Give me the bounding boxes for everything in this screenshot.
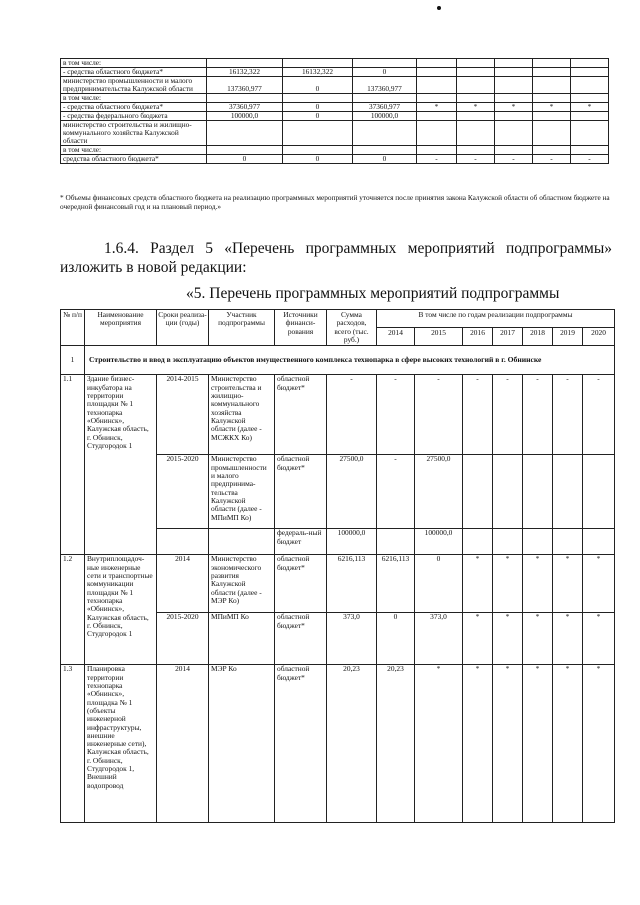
item-num: 1.1: [61, 375, 85, 555]
table-row: [61, 375, 615, 455]
item-year-2019: [553, 529, 583, 555]
item-year-2020: [583, 455, 615, 529]
table-row: [61, 121, 609, 146]
row-2014: [283, 59, 353, 68]
header-sum: Сумма расходов, всего (тыс. руб.): [327, 310, 377, 346]
row-total: 0: [207, 155, 283, 164]
row-2019: [533, 121, 571, 146]
item-sum: 6216,113: [327, 555, 377, 613]
item-period: 2015-2020: [157, 455, 209, 529]
row-2020: [571, 77, 609, 94]
row-2015: 100000,0: [353, 112, 417, 121]
row-2016: [417, 94, 457, 103]
row-name: - средства федерального бюджета: [61, 112, 207, 121]
row-total: [207, 146, 283, 155]
row-2014: 0: [283, 155, 353, 164]
item-year-2019: [553, 455, 583, 529]
table-row: [61, 112, 609, 121]
item-period: [157, 529, 209, 555]
item-year-2019: -: [553, 375, 583, 455]
item-year-2016: *: [463, 665, 493, 823]
row-2019: [533, 59, 571, 68]
item-year-2018: [523, 455, 553, 529]
item-name: Здание бизнес-инкубатора на территории площадки № 1 технопарка «Обнинск», Калужская область, г. Обнинск, Студгородок 1: [85, 375, 157, 555]
header-period: Сроки реализа-ции (годы): [157, 310, 209, 346]
row-2016: [417, 121, 457, 146]
row-name: министерство строительства и жилищно-коммунального хозяйства Калужской области: [61, 121, 207, 146]
row-2017: [457, 146, 495, 155]
row-2017: [457, 59, 495, 68]
item-year-2015: 373,0: [415, 613, 463, 665]
row-total: [207, 94, 283, 103]
item-year-2017: [493, 455, 523, 529]
row-2015: [353, 59, 417, 68]
item-year-2018: *: [523, 613, 553, 665]
row-total: [207, 121, 283, 146]
item-period: 2014-2015: [157, 375, 209, 455]
row-2015: 0: [353, 68, 417, 77]
item-participant: [209, 529, 275, 555]
item-source: областной бюджет*: [275, 613, 327, 665]
item-source: федераль-ный бюджет: [275, 529, 327, 555]
item-period: 2014: [157, 555, 209, 613]
row-name: в том числе:: [61, 59, 207, 68]
header-source: Источники финанси-рования: [275, 310, 327, 346]
item-num: 1.2: [61, 555, 85, 665]
header-num: № п/п: [61, 310, 85, 346]
item-year-2017: *: [493, 665, 523, 823]
item-year-2014: 0: [377, 613, 415, 665]
row-2018: [495, 94, 533, 103]
row-2020: *: [571, 103, 609, 112]
table-row: [61, 94, 609, 103]
row-2017: -: [457, 155, 495, 164]
row-2020: -: [571, 155, 609, 164]
item-period: 2014: [157, 665, 209, 823]
row-2015: [353, 94, 417, 103]
item-year-2015: 0: [415, 555, 463, 613]
item-sum: 20,23: [327, 665, 377, 823]
item-year-2017: [493, 529, 523, 555]
row-2015: [353, 121, 417, 146]
item-year-2020: *: [583, 665, 615, 823]
header-by-year: В том числе по годам реализации подпрограммы: [377, 310, 615, 328]
row-total: 37360,977: [207, 103, 283, 112]
row-2014: 0: [283, 112, 353, 121]
item-year-2019: *: [553, 555, 583, 613]
header-year-2020: 2020: [583, 328, 615, 346]
row-2016: -: [417, 155, 457, 164]
measures-table: [60, 309, 615, 823]
row-2015: 37360,977: [353, 103, 417, 112]
item-year-2016: -: [463, 375, 493, 455]
header-year-2015: 2015: [415, 328, 463, 346]
item-sum: 27500,0: [327, 455, 377, 529]
row-2018: [495, 121, 533, 146]
item-year-2014: -: [377, 455, 415, 529]
row-2019: [533, 94, 571, 103]
row-2016: [417, 59, 457, 68]
row-name: - средства областного бюджета*: [61, 68, 207, 77]
row-2016: [417, 146, 457, 155]
row-2014: [283, 121, 353, 146]
item-participant: МЭР Ко: [209, 665, 275, 823]
item-year-2017: *: [493, 555, 523, 613]
item-participant: Министерство экономического развития Калужской области (далее - МЭР Ко): [209, 555, 275, 613]
item-year-2019: *: [553, 665, 583, 823]
row-2020: [571, 94, 609, 103]
row-2014: [283, 146, 353, 155]
row-2014: 0: [283, 77, 353, 94]
item-sum: 100000,0: [327, 529, 377, 555]
header-year-2019: 2019: [553, 328, 583, 346]
item-source: областной бюджет*: [275, 555, 327, 613]
item-year-2018: *: [523, 665, 553, 823]
footnote: * Объемы финансовых средств областного бюджета на реализацию программных мероприятий уточняется после принятия закона Калужской области об областном бюджете на очередной финансовый год и на плановый период.»: [60, 193, 610, 211]
row-2019: [533, 68, 571, 77]
item-year-2017: *: [493, 613, 523, 665]
row-name: в том числе:: [61, 94, 207, 103]
item-year-2015: -: [415, 375, 463, 455]
row-2016: [417, 68, 457, 77]
row-2018: [495, 146, 533, 155]
section-title: Строительство и ввод в эксплуатацию объектов имущественного комплекса технопарка в сфере высоких технологий в г. Обнинске: [85, 346, 615, 375]
item-sum: -: [327, 375, 377, 455]
item-year-2014: 20,23: [377, 665, 415, 823]
row-name: средства областного бюджета*: [61, 155, 207, 164]
continuation-table: [60, 58, 609, 164]
item-source: областной бюджет*: [275, 455, 327, 529]
header-year-2017: 2017: [493, 328, 523, 346]
row-2020: [571, 121, 609, 146]
item-year-2014: -: [377, 375, 415, 455]
table-row: [61, 665, 615, 823]
header-name: Наименование мероприятия: [85, 310, 157, 346]
table-row: [61, 555, 615, 613]
row-2017: [457, 121, 495, 146]
item-year-2016: [463, 529, 493, 555]
row-2018: *: [495, 103, 533, 112]
row-2016: *: [417, 103, 457, 112]
header-year-2014: 2014: [377, 328, 415, 346]
row-total: 137360,977: [207, 77, 283, 94]
item-sum: 373,0: [327, 613, 377, 665]
item-year-2015: 100000,0: [415, 529, 463, 555]
item-participant: Министерство строительства и жилищно-коммунального хозяйства Калужской области (далее - МСЖКХ Ко): [209, 375, 275, 455]
row-2015: [353, 146, 417, 155]
header-year-2018: 2018: [523, 328, 553, 346]
item-year-2014: 6216,113: [377, 555, 415, 613]
table-row: [61, 59, 609, 68]
item-year-2020: -: [583, 375, 615, 455]
item-year-2018: -: [523, 375, 553, 455]
item-year-2014: [377, 529, 415, 555]
item-year-2015: *: [415, 665, 463, 823]
row-2020: [571, 112, 609, 121]
item-year-2020: *: [583, 613, 615, 665]
row-2017: [457, 94, 495, 103]
row-2019: -: [533, 155, 571, 164]
table-row: [61, 68, 609, 77]
header-participant: Участник подпрограммы: [209, 310, 275, 346]
item-source: областной бюджет*: [275, 375, 327, 455]
row-2014: 16132,322: [283, 68, 353, 77]
item-year-2019: *: [553, 613, 583, 665]
row-2020: [571, 59, 609, 68]
section-num: 1: [61, 346, 85, 375]
table-row: [61, 155, 609, 164]
row-total: [207, 59, 283, 68]
row-2017: *: [457, 103, 495, 112]
item-participant: Министерство промышленности и малого предпринима-тельства Калужской области (далее - МПиМП Ко): [209, 455, 275, 529]
row-2016: [417, 77, 457, 94]
row-2017: [457, 112, 495, 121]
row-2018: [495, 77, 533, 94]
item-year-2016: [463, 455, 493, 529]
item-name: Планировка территории технопарка «Обнинск», площадка № 1 (объекты инженерной инфраструктуры, внешние инженерные сети), Калужская область, г. Обнинск, Студгородок 1, Внешний водопровод: [85, 665, 157, 823]
row-name: министерство промышленности и малого предпринимательства Калужской области: [61, 77, 207, 94]
row-2016: [417, 112, 457, 121]
section-heading: «5. Перечень программных мероприятий подпрограммы: [186, 285, 560, 302]
row-total: 16132,322: [207, 68, 283, 77]
row-2019: [533, 77, 571, 94]
row-total: 100000,0: [207, 112, 283, 121]
item-year-2020: [583, 529, 615, 555]
row-2019: [533, 112, 571, 121]
row-2014: [283, 94, 353, 103]
row-2014: 0: [283, 103, 353, 112]
row-2020: [571, 68, 609, 77]
item-year-2016: *: [463, 555, 493, 613]
row-2019: [533, 146, 571, 155]
item-year-2015: 27500,0: [415, 455, 463, 529]
table-row: [61, 146, 609, 155]
row-2020: [571, 146, 609, 155]
row-2018: [495, 59, 533, 68]
table-row: [61, 77, 609, 94]
row-2015: 0: [353, 155, 417, 164]
item-source: областной бюджет*: [275, 665, 327, 823]
item-participant: МПиМП Ко: [209, 613, 275, 665]
row-2015: 137360,977: [353, 77, 417, 94]
item-year-2017: -: [493, 375, 523, 455]
item-year-2018: *: [523, 555, 553, 613]
row-2017: [457, 68, 495, 77]
row-2018: [495, 68, 533, 77]
row-2018: [495, 112, 533, 121]
row-2017: [457, 77, 495, 94]
item-year-2020: *: [583, 555, 615, 613]
table-row: [61, 103, 609, 112]
amendment-paragraph: 1.6.4. Раздел 5 «Перечень программных мероприятий подпрограммы» изложить в новой редакции:: [60, 240, 612, 276]
row-name: в том числе:: [61, 146, 207, 155]
item-period: 2015-2020: [157, 613, 209, 665]
row-name: - средства областного бюджета*: [61, 103, 207, 112]
row-2018: -: [495, 155, 533, 164]
item-name: Внутриплощадоч-ные инженерные сети и транспортные коммуникации площадки № 1 технопарка «Обнинск», Калужская область, г. Обнинск, Студгородок 1: [85, 555, 157, 665]
header-year-2016: 2016: [463, 328, 493, 346]
row-2019: *: [533, 103, 571, 112]
item-year-2018: [523, 529, 553, 555]
item-year-2016: *: [463, 613, 493, 665]
page-dot: [437, 6, 441, 10]
item-num: 1.3: [61, 665, 85, 823]
